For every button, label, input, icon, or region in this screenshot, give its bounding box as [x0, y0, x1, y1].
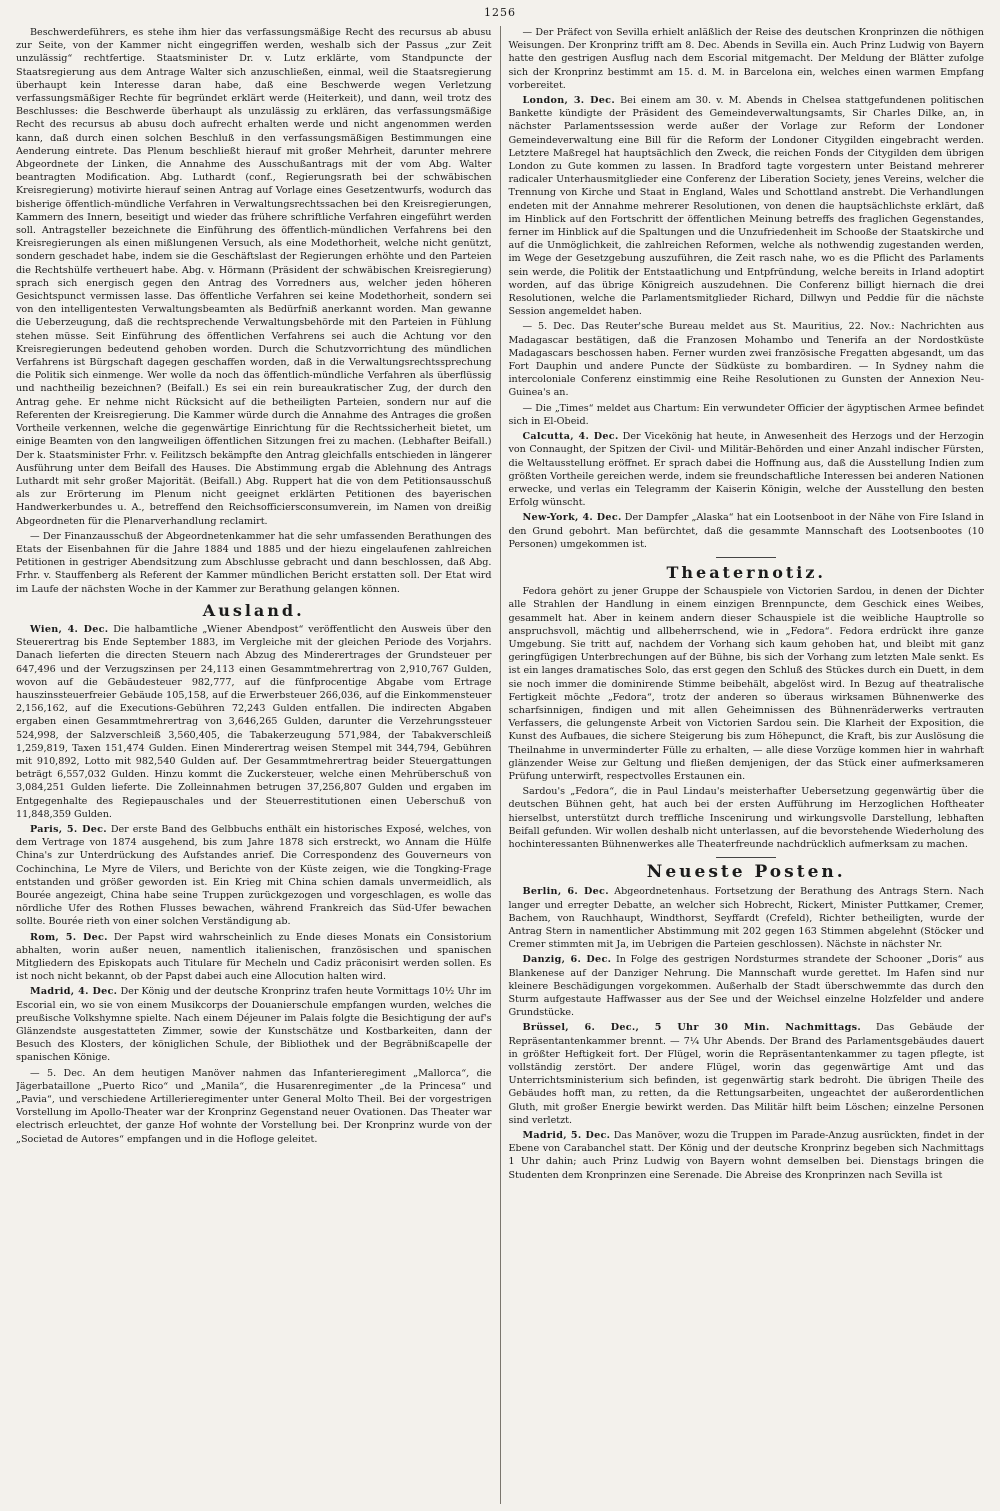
dateline: Danzig, 6. Dec.: [522, 954, 612, 966]
news-item: [16, 823, 492, 929]
article-paragraph: — Der Präfect von Sevilla erhielt anläßlich der Reise des deutschen Kronprinzen die nöthigen Weisungen. Der Kronprinz trifft am 8. Dec. Abends in Sevilla ein. Auch Prinz Ludwig von Bayern hatte den gestrigen Ausflug nach dem Escorial mitgemacht. Der Meldung der Blätter zufolge sich der Kronprinz bestimmt am 15. d. M. in Barcelona ein, welches einen warmen Empfang vorbereitet.: [508, 27, 984, 91]
news-text: Der Dampfer „Alaska“ hat ein Lootsenboot in der Nähe von Fire Island in den Grund gebohrt. Man befürchtet, daß die gesammte Mannschaft des Lootsenbootes (10 Personen) umgekommen ist.: [508, 512, 984, 550]
news-text: Der König und der deutsche Kronprinz trafen heute Vormittags 10½ Uhr im Escorial ein, wo sie von einem Musikcorps der Douanierschule empfangen wurden, welches die preußische Volkshymne spielte. Nach einem Déjeuner im Palais folgte die Besichtigung der auf's Glänzendste ausgestatteten Zimmer, sowie der Kunstschätze und Kostbarkeiten, dann der Besuch des Klosters, der königlichen Schule, der Bibliothek und der Begräbnißcapelle der spanischen Könige.: [16, 986, 492, 1064]
article-paragraph: Sardou's „Fedora“, die in Paul Lindau's meisterhafter Uebersetzung gegenwärtig über die deutschen Bühnen geht, hat auch bei der ersten Aufführung im Herzoglichen Hoftheater hierselbst, unterstützt durch treffliche Inscenirung und wirkungsvolle Darstellung, lebhaften Beifall gefunden. Wir wollen deshalb nicht unterlassen, auf die bevorstehende Wiederholung des hochinteressanten Bühnenwerkes alle Theaterfreunde nachdrücklich aufmerksam zu machen.: [508, 786, 984, 850]
news-text: Abgeordnetenhaus. Fortsetzung der Berathung des Antrags Stern. Nach langer und erregter Debatte, an welcher sich Hobrecht, Rickert, Minister Puttkamer, Cremer, Bachem, von Rauchhaupt, Windthorst, Seyffardt (Crefeld), Richter betheiligten, wurde der Antrag Stern in namentlicher Abstimmung mit 202 gegen 163 Stimmen abgelehnt (Stöcker und Cremer stimmten mit Ja, im Uebrigen die Parteien geschlossen). Nächste in nächster Nr.: [508, 886, 984, 951]
news-text: Der Vicekönig hat heute, in Anwesenheit des Herzogs und der Herzogin von Connaught, der Spitzen der Civil- und Militär-Behörden und einer Anzahl indischer Fürsten, die Weltausstellung eröffnet. Er sprach dabei die Hoffnung aus, daß die Ausstellung Indien zum größten Vortheile gereichen werde, indem sie freundschaftliche Interessen bei anderen Nationen erwecke, und verlas ein Telegramm der Kaiserin Königin, welche der Ausstellung den besten Erfolg wünscht.: [508, 431, 984, 509]
article-paragraph: — Der Finanzausschuß der Abgeordnetenkammer hat die sehr umfassenden Berathungen des Etats der Eisenbahnen für die Jahre 1884 und 1885 und der hiezu eingelaufenen zahlreichen Petitionen in gestriger Abendsitzung zum Abschlusse gebracht und dann beschlossen, daß Abg. Frhr. v. Stauffenberg als Referent der Kammer mündlichen Bericht erstatten soll. Der Etat wird im Laufe der nächsten Woche in der Kammer zur Berathung gelangen können.: [16, 530, 492, 595]
dateline: Brüssel, 6. Dec., 5 Uhr 30 Min. Nachmittags.: [522, 1022, 861, 1034]
article-paragraph: — 5. Dec. An dem heutigen Manöver nahmen das Infanterieregiment „Mallorca“, die Jägerbataillone „Puerto Rico“ und „Manila“, die Husarenregimenter „de la Princesa“ und „Pavia“, und verschiedene Artillerieregimenter unter General Molto Theil. Bei der vorgestrigen Vorstellung im Apollo-Theater war der Kronprinz Gegenstand neuer Ovationen. Das Theater war electrisch erleuchtet, der ganze Hof wohnte der Vorstellung bei. Der Kronprinz wurde von der „Societad de Autores“ empfangen und in die Hofloge geleitet.: [16, 1067, 492, 1145]
section-heading-theaternotiz: Theaternotiz.: [666, 562, 826, 582]
article-paragraph: — 5. Dec. Das Reuter'sche Bureau meldet aus St. Mauritius, 22. Nov.: Nachrichten aus Madagascar bestätigen, daß die Franzosen Mohambo und Tenerifa an der Nordostküste Madagascars beschossen haben. Ferner wurden zwei französische Fregatten abgesandt, um das Fort Dauphin und andere Puncte der Südküste zu bombardiren. — In Sydney nahm die intercoloniale Conferenz einstimmig eine Reihe Resolutionen zu Gunsten der Annexion Neu-Guinea's an.: [508, 321, 984, 399]
dateline: Rom, 5. Dec.: [30, 931, 108, 943]
dateline: Madrid, 4. Dec.: [30, 986, 118, 998]
news-text: Bei einem am 30. v. M. Abends in Chelsea stattgefundenen politischen Bankette kündigte der Präsident des Gemeindeverwaltungsamts, Sir Charles Dilke, an, in nächster Parlamentssession werde außer der Vorlage zur Reform der Londoner Gemeindeverwaltung eine Bill für die Reform der Londoner Citygilden eingebracht werden. Letztere Maßregel hat hauptsächlich den Zweck, die reichen Fonds der Citygilden dem übrigen London zu Gute kommen zu lassen. In Bradford tagte vorgestern unter Beistand mehrerer radicaler Unterhausmitglieder eine Conferenz der Liberation Society, jenes Vereins, welcher die Trennung von Kirche und Staat in England, Wales und Schottland anstrebt. Die Verhandlungen endeten mit der Annahme mehrerer Resolutionen, von denen die hauptsächlichste erklärt, daß im Hinblick auf den Fortschritt der öffentlichen Meinung betreffs des fraglichen Gegenstandes, ferner im Hinblick auf die Spaltungen und die Unzufriedenheit im Schooße der Staatskirche und auf die Unmöglichkeit, die zahlreichen Reformen, welche als nothwendig zugestanden werden, im Wege der Gesetzgebung auszuführen, die Zeit rasch nahe, wo es die Pflicht des Parlaments sein werde, die Politik der Entstaatlichung und Entpfründung, welche bereits in Irland adoptirt worden, auf das übrige Königreich auszudehnen. Die Conferenz billigt hiernach die drei Resolutionen, welche die Parlamentsmitglieder Richard, Dillwyn und Peddie für die nächste Session angemeldet haben.: [508, 95, 984, 318]
section-heading-ausland: Ausland.: [202, 600, 305, 620]
news-item: [508, 1129, 984, 1182]
news-text: Die halbamtliche „Wiener Abendpost“ veröffentlicht den Ausweis über den Steuerertrag bis Ende September 1883, im Vergleiche mit der gleichen Periode des Vorjahrs. Danach lieferten die directen Steuern nach Abzug des Minderertrages der Grundsteuer per 647,496 und der Verzugszinsen per 24,113 einen Gesammtmehrertrag von 2,910,767 Gulden, wovon auf die Gebäudesteuer 982,777, auf die fünfprocentige Abgabe vom Ertrage hauszinssteuerfreier Gebäude 105,158, auf die Erwerbsteuer 266,036, auf die Einkommensteuer 2,156,162, auf die Executions-Gebühren 72,243 Gulden entfallen. Die indirecten Abgaben ergaben einen Gesammtmehrertrag von 3,646,265 Gulden, darunter die Verzehrungssteuer 524,998, der Salzverschleiß 3,560,405, die Tabakerzeugung 571,984, der Tabakverschleiß 1,259,819, Taxen 151,474 Gulden. Einen Minderertrag weisen Stempel mit 344,794, Gebühren mit 910,892, Lotto mit 982,540 Gulden auf. Der Gesammtmehrertrag beider Steuergattungen beträgt 6,557,032 Gulden. Hinzu kommt die Zuckersteuer, welche einen Mehrüberschuß von 3,084,251 Gulden lieferte. Die Zolleinnahmen betrugen 37,256,807 Gulden und ergaben im Entgegenhalte des Regiepauschales und der Steuerrestitutionen einen Ueberschuß von 11,848,359 Gulden.: [16, 623, 492, 820]
dateline: Madrid, 5. Dec.: [522, 1130, 611, 1142]
article-paragraph: Beschwerdeführers, es stehe ihm hier das verfassungsmäßige Recht des recursus ab abusu zur Seite, von der Kammer nicht eingegriffen werden, weshalb sich der Passus „zur Zeit unzulässig“ rechtfertige. Staatsminister Dr. v. Lutz erklärte, vom Standpuncte der Staatsregierung aus dem Antrage Walter sich anzuschließen, einmal, weil die Staatsregierung überhaupt kein Interesse daran habe, daß eine Beschwerde wegen Verletzung verfassungsmäßiger Rechte für begründet erklärt werde (Heiterkeit), und dann, weil trotz des Beschlusses: die Beschwerde überhaupt als unzulässig zu erklären, das verfassungsmäßige Recht des recursus ab abusu doch aufrecht erhalten werde und nicht angenommen werden kann, daß durch einen solchen Beschluß in den verfassungsmäßigen Bestimmungen eine Aenderung eintrete. Das Plenum beschließt hierauf mit großer Mehrheit, darunter mehrere Abgeordnete der Linken, die Annahme des Ausschußantrags mit der vom Abg. Walter beantragten Modification. Abg. Luthardt (conf., Regierungsrath bei der schwäbischen Kreisregierung) motivirte hierauf seinen Antrag auf Vorlage eines Gesetzentwurfs, wodurch das bisherige öffentlich-mündliche Verfahren in Verwaltungsrechtssachen bei den Kreisregierungen, Kammern des Innern, beseitigt und wieder das frühere schriftliche Verfahren eingeführt werden soll. Antragsteller bezeichnete die Einführung des öffentlich-mündlichen Verfahrens bei den Kreisregierungen als einen mißlungenen Versuch, als eine Modethorheit, welche nicht genützt, sondern geschadet habe, indem sie die Geschäftslast der Regierungen erhöhte und den Parteien die Rechtshülfe vertheuert habe. Abg. v. Hörmann (Präsident der schwäbischen Kreisregierung) sprach sich energisch gegen den Antrag des Vorredners aus, welcher jeden höheren Gesichtspunct vermissen lasse. Das öffentliche Verfahren sei keine Modethorheit, sondern sei von den intelligentesten Verwaltungsbeamten als Bedürfniß anerkannt worden. Man gewanne die Ueberzeugung, daß die rechtsprechende Verwaltungsbehörde mit den Parteien in Fühlung stehen müsse. Seit Einführung des öffentlichen Verfahrens sei auch die Achtung vor den Kreisregierungen bedeutend gehoben worden. Durch die Schutzvorrichtung des mündlichen Verfahrens ist Bürgschaft dagegen geschaffen worden, daß in die Verwaltungsrechtssprechung die Politik sich einmenge. Wer wolle da noch das öffentlich-mündliche Verfahren als überflüssig und nachtheilig bezeichnen? (Beifall.) Es sei ein rein bureaukratischer Zug, der durch den Antrag gehe. Er nehme nicht Rücksicht auf die betheiligten Parteien, sondern nur auf die Referenten der Kreisregierung. Die Kammer würde durch die Annahme des Antrages die großen Vortheile verkennen, welche die gegenwärtige Einrichtung für die Rechtssicherheit bietet, um einige Beamten von den langweiligen öffentlichen Sitzungen frei zu machen. (Lebhafter Beifall.) Der k. Staatsminister Frhr. v. Feilitzsch bekämpfte den Antrag gleichfalls entschieden in längerer Ausführung unter dem Beifall des Hauses. Die Abstimmung ergab die Ablehnung des Antrags Luthardt mit sehr großer Majorität. (Beifall.) Abg. Ruppert hat die von dem Petitionsausschuß als zur Erörterung im Plenum nicht geeignet erklärten Petitionen des bayerischen Handwerkerbundes u. A., betreffend den Reichsofficiersconsumverein, im Namen von dreißig Abgeordneten für die Plenarverhandlung reclamirt.: [16, 27, 492, 527]
article-paragraph: Fedora gehört zu jener Gruppe der Schauspiele von Victorien Sardou, in denen der Dichter alle Strahlen der Handlung in einem einzigen Brennpuncte, dem Geschick eines Weibes, gesammelt hat. Aber in keinem andern dieser Schauspiele ist die weibliche Hauptrolle so anspruchsvoll, mächtig und allbeherrschend, wie in „Fedora“. Fedora erdrückt ihre ganze Umgebung. Sie tritt auf, nachdem der Vorhang sich kaum gehoben hat, und bleibt mit ganz geringfügigen Unterbrechungen auf der Bühne, bis sich der Vorhang zum letzten Male senkt. Es ist ein langes dramatisches Solo, das erst gegen den Schluß des Stückes durch ein Duett, in dem sie noch immer die dominirende Stimme beibehält, abgelöst wird. In Bezug auf theatralische Fertigkeit möchte „Fedora“, trotz der anderen so überaus wirksamen Bühnenwerke des scharfsinnigen, findigen und mit allen Geheimnissen des Bühnenräderwerks vertrauten Verfassers, die gelungenste Arbeit von Victorien Sardou sein. Die Klarheit der Exposition, die Kunst des Aufbaues, die sichere Steigerung bis zum Höhepunct, die Kraft, bis zur Auslösung die Theilnahme in unverminderter Fülle zu erhalten, — alle diese Vorzüge kommen hier in wahrhaft glänzender Weise zur Geltung und fließen demjenigen, der das Stück einer aufmerksameren Prüfung unterwirft, respectvolles Erstaunen ein.: [508, 586, 984, 782]
news-item: [16, 931, 492, 984]
news-text: In Folge des gestrigen Nordsturmes strandete der Schooner „Doris“ aus Blankenese auf der Danziger Nehrung. Die Mannschaft wurde gerettet. Im Hafen sind nur kleinere Beschädigungen vorgekommen. Außerhalb der Stadt überschwemmte das durch den Sturm aufgestaute Haffwasser aus der See und der Weichsel einzelne Holzfelder und andere Grundstücke.: [508, 954, 984, 1019]
news-item: [508, 1021, 984, 1127]
newspaper-columns: [16, 26, 984, 1504]
divider: [716, 857, 776, 858]
page-number: 1256: [484, 6, 516, 19]
news-text: Der erste Band des Gelbbuchs enthält ein historisches Exposé, welches, von dem Vertrage von 1874 ausgehend, bis zum Jahre 1878 sich erstreckt, wo Annam die Hülfe China's zur Unterdrückung des Aufstandes anrief. Die Correspondenz des Gouverneurs von Cochinchina, Le Myre de Vilers, und Berichte von der Küste zeigen, wie die Tongking-Frage entstanden und größer geworden ist. Ein Krieg mit China schien damals unvermeidlich, als Bourée angezeigt, China habe seine Truppen zurückgezogen und vorgeschlagen, es wolle das nördliche Ufer des Rothen Flusses bewachen, während Frankreich das Süd-Ufer bewachen sollte. Bourée rieth von einer solchen Verständigung ab.: [16, 823, 492, 928]
news-item: [508, 94, 984, 318]
news-item: [508, 430, 984, 509]
news-text: Der Papst wird wahrscheinlich zu Ende dieses Monats ein Consistorium abhalten, worin außer neuen, namentlich italienischen, französischen und spanischen Mitgliedern des Episkopats auch Titulare für Mecheln und Cadiz präconisirt werden sollen. Es ist noch nicht bekannt, ob der Papst dabei auch eine Allocution halten wird.: [16, 931, 492, 983]
dateline: New-York, 4. Dec.: [522, 512, 622, 524]
left-column: [16, 26, 500, 1504]
section-heading-neueste-posten: Neueste Posten.: [646, 862, 846, 883]
news-item: [508, 885, 984, 951]
dateline: Wien, 4. Dec.: [30, 623, 109, 635]
news-item: [16, 985, 492, 1064]
dateline: Calcutta, 4. Dec.: [522, 431, 619, 443]
news-text: Das Gebäude der Repräsentantenkammer brennt. — 7¼ Uhr Abends. Der Brand des Parlamentsgebäudes dauert in größter Heftigkeit fort. Der Flügel, worin die Repräsentantenkammer zu tagen pflegte, ist vollständig zerstört. Der andere Flügel, worin das gegenwärtige Amt und das Unterrichtsministerium sich befinden, ist gegenwärtig stark bedroht. Die übrigen Theile des Gebäudes hofft man, zu retten, da die Rettungsarbeiten, ungeachtet der außerordentlichen Gluth, mit großer Energie bewirkt werden. Das Militär hilft beim Löschen; einzelne Personen sind verletzt.: [508, 1022, 984, 1126]
dateline: Berlin, 6. Dec.: [522, 886, 609, 898]
article-paragraph: — Die „Times“ meldet aus Chartum: Ein verwundeter Officier der ägyptischen Armee befindet sich in El-Obeid.: [508, 402, 984, 427]
dateline: Paris, 5. Dec.: [30, 823, 107, 835]
news-item: [16, 623, 492, 821]
right-column: [500, 26, 984, 1504]
news-text: Das Manöver, wozu die Truppen im Parade-Anzug ausrückten, findet in der Ebene von Carabanchel statt. Der König und der deutsche Kronprinz begeben sich Nachmittags 1 Uhr dahin; auch Prinz Ludwig von Bayern wohnt demselben bei. Dienstags bringen die Studenten dem Kronprinzen eine Serenade. Die Abreise des Kronprinzen nach Sevilla ist: [508, 1130, 984, 1181]
dateline: London, 3. Dec.: [522, 95, 615, 107]
divider: [716, 557, 776, 558]
news-item: [508, 953, 984, 1019]
news-item: [508, 511, 984, 551]
